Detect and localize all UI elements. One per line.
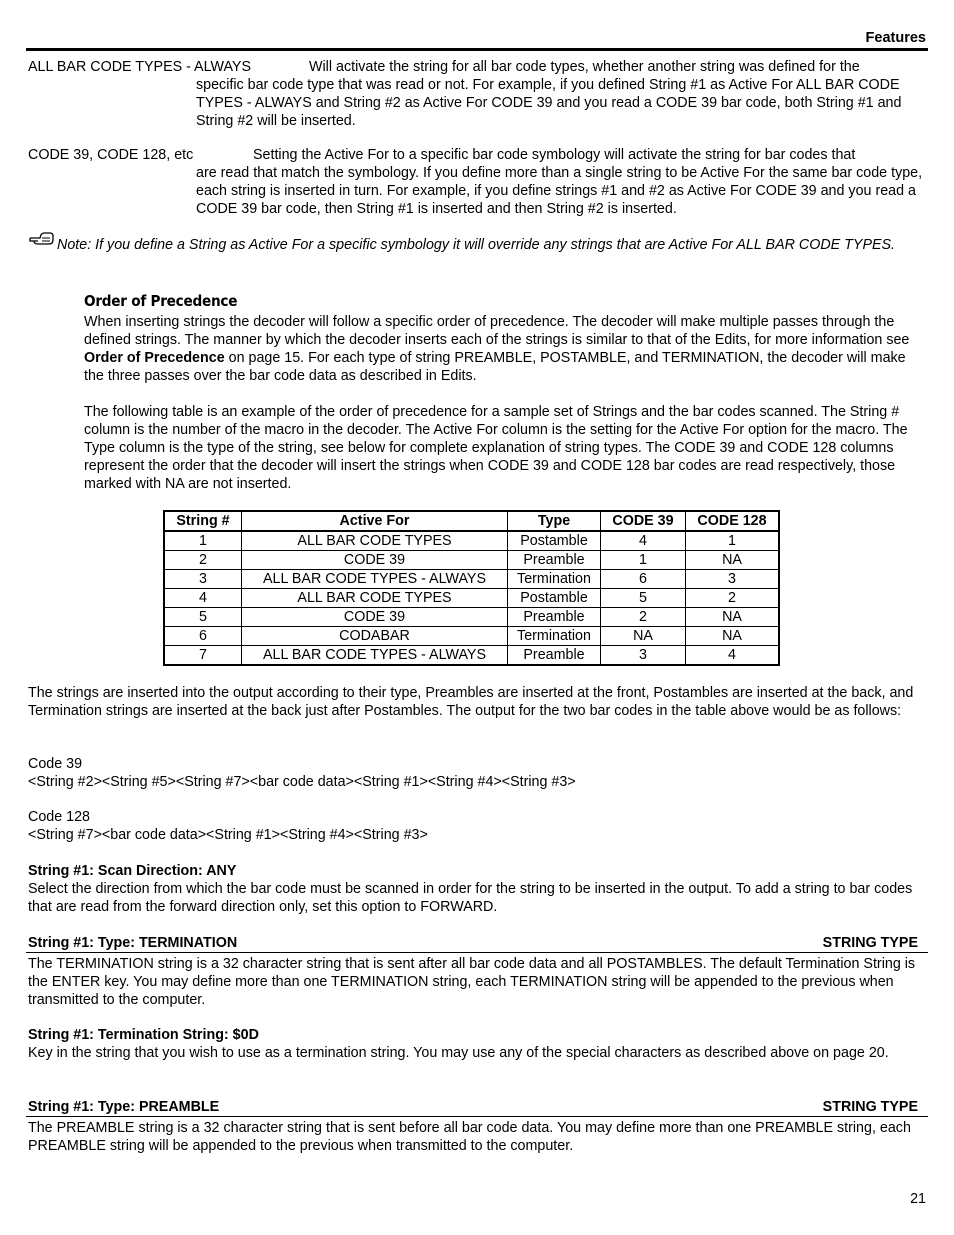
table-cell: CODABAR [242,627,508,646]
definition-term: CODE 39, CODE 128, etc [28,147,194,163]
heading-left: String #1: Type: TERMINATION [28,935,238,951]
scan-direction-body: Select the direction from which the bar code must be scanned in order for the string to be inserted in the output. To add a string to bar codes that are read from the forward direction only, set this option to FORWARD. [28,881,913,915]
column-header: Active For [242,511,508,531]
definition-first-line: Will activate the string for all bar code types, whether another string was defined for the [309,59,860,75]
table-cell: 4 [601,531,686,551]
table-cell: 5 [601,589,686,608]
table-cell: ALL BAR CODE TYPES [242,589,508,608]
table-row [164,608,779,627]
table-cell: 1 [686,531,780,551]
table-header-row [164,511,779,531]
paragraph-text: on page 15. For each type of string PREAMBLE, POSTAMBLE, and TERMINATION, the decoder will make the three passes over the bar code data as described in Edits. [84,350,906,384]
scan-direction-heading: String #1: Scan Direction: ANY [28,863,237,879]
table-cell: Postamble [508,531,601,551]
column-header: Type [508,511,601,531]
table-row [164,570,779,589]
table-cell: 3 [601,646,686,666]
heading-right: STRING TYPE [822,1099,918,1115]
table-cell: 6 [164,627,242,646]
table-cell: 1 [164,531,242,551]
termination-type-body: The TERMINATION string is a 32 character string that is sent after all bar code data and all POSTAMBLES. The default Termination String is the ENTER key. You may define more than one TERMINATION string, each TERMINATION string will be appended to the previous when transmitted to the computer. [28,956,916,1008]
column-header: CODE 39 [601,511,686,531]
table-cell: 3 [164,570,242,589]
table-row [164,646,779,666]
column-header: CODE 128 [686,511,780,531]
termination-type-heading [26,934,928,953]
table-cell: 7 [164,646,242,666]
heading-left: String #1: Type: PREAMBLE [28,1099,220,1115]
table-cell: 4 [164,589,242,608]
section-paragraph-2: The following table is an example of the order of precedence for a sample set of Strings and the bar codes scanned. The String # column is the number of the macro in the decoder. The Active For column is the setting for the Active For option for the macro. The Type column is the type of the string, see below for complete explanation of string types. The CODE 39 and CODE 128 columns represent the order that the decoder will insert the strings when CODE 39 and CODE 128 bar codes are read respectively, those marked with NA are not inserted. [84,404,908,492]
table-cell: 4 [686,646,780,666]
table-cell: ALL BAR CODE TYPES [242,531,508,551]
table-cell: 6 [601,570,686,589]
precedence-table [163,510,780,666]
note-text: Note: If you define a String as Active For a specific symbology it will override any strings that are Active For ALL BAR CODE TYPES. [57,237,896,253]
table-cell: Preamble [508,608,601,627]
definition-first-line: Setting the Active For to a specific bar code symbology will activate the string for bar codes that [253,147,856,163]
table-cell: 1 [601,551,686,570]
table-cell: NA [686,608,780,627]
table-cell: Termination [508,627,601,646]
table-row [164,589,779,608]
table-row [164,551,779,570]
code39-sequence: <String #2><String #5><String #7><bar code data><String #1><String #4><String #3> [28,774,576,790]
after-table-paragraph: The strings are inserted into the output according to their type, Preambles are inserted at the front, Postambles are inserted at the back, and Termination strings are inserted at the back just after Postambles. The output for the two bar codes in the table above would be as follows: [28,685,914,719]
table-cell: Termination [508,570,601,589]
table-cell: Postamble [508,589,601,608]
code128-sequence: <String #7><bar code data><String #1><String #4><String #3> [28,827,428,843]
table-cell: NA [686,627,780,646]
definition-rest: specific bar code type that was read or not. For example, if you defined String #1 as Active For ALL BAR CODE TYPES - ALWAYS and String #2 as Active For CODE 39 and you read a CODE 39 bar code, both String #1 and String #2 will be inserted. [196,77,902,129]
pointing-hand-icon [28,230,54,248]
table-cell: Preamble [508,646,601,666]
definition-term: ALL BAR CODE TYPES - ALWAYS [28,59,251,75]
header-title: Features [865,30,926,46]
table-cell: ALL BAR CODE TYPES - ALWAYS [242,646,508,666]
section-paragraph-1 [84,313,924,385]
page-header [26,28,928,51]
table-cell: NA [601,627,686,646]
table-cell: 2 [686,589,780,608]
table-cell: NA [686,551,780,570]
table-row [164,627,779,646]
table-row [164,531,779,551]
preamble-type-heading [26,1098,928,1117]
termination-string-body: Key in the string that you wish to use as a termination string. You may use any of the special characters as described above on page 20. [28,1045,889,1061]
table-cell: ALL BAR CODE TYPES - ALWAYS [242,570,508,589]
definition-rest: are read that match the symbology. If you define more than a single string to be Active For the same bar code type, each string is inserted in turn. For example, if you define strings #1 and #2 as Active For CODE 39 and you read a CODE 39 bar code, then String #1 is inserted and then String #2 is inserted. [196,165,923,217]
table-cell: 2 [164,551,242,570]
table-cell: Preamble [508,551,601,570]
code39-label: Code 39 [28,756,83,772]
termination-string-heading: String #1: Termination String: $0D [28,1027,259,1043]
table-cell: CODE 39 [242,608,508,627]
heading-right: STRING TYPE [822,935,918,951]
table-cell: 5 [164,608,242,627]
column-header: String # [164,511,242,531]
table-cell: 2 [601,608,686,627]
code128-label: Code 128 [28,809,91,825]
table-cell: 3 [686,570,780,589]
cross-reference: Order of Precedence [84,350,225,366]
page-number: 21 [910,1191,926,1207]
paragraph-text: When inserting strings the decoder will follow a specific order of precedence. The decoder will make multiple passes through the defined strings. The manner by which the decoder inserts each of the strings is similar to that of the Edits, for more information see [84,314,910,348]
section-heading: Order of Precedence [84,292,238,310]
table-cell: CODE 39 [242,551,508,570]
preamble-type-body: The PREAMBLE string is a 32 character string that is sent before all bar code data. You may define more than one PREAMBLE string, each PREAMBLE string will be appended to the previous when transmitted to the computer. [28,1120,911,1154]
